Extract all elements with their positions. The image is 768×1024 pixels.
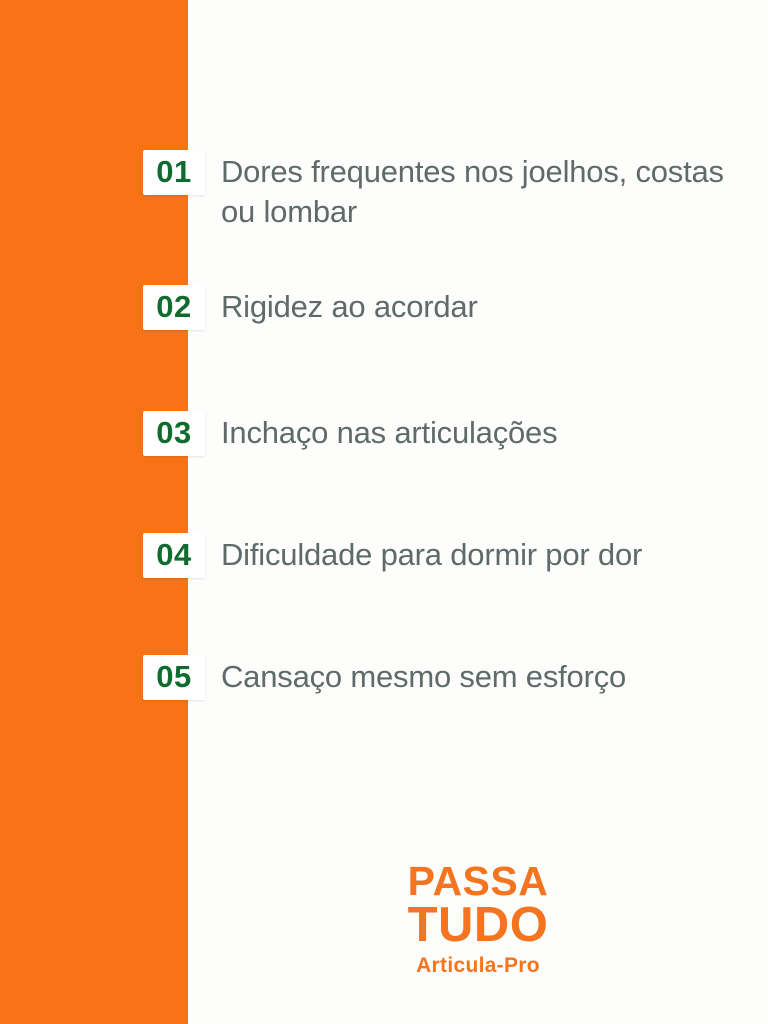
row-spacer [0,471,768,533]
item-number-badge: 03 [143,411,205,456]
item-number-badge: 04 [143,533,205,578]
row-spacer [0,593,768,655]
row-spacer [0,345,768,411]
item-number-badge: 05 [143,655,205,700]
item-number-badge: 02 [143,285,205,330]
item-label: Inchaço nas articulações [221,414,558,450]
symptom-list [0,150,768,715]
item-number-badge: 01 [143,150,205,195]
list-item [0,533,768,593]
row-spacer [0,233,768,285]
list-item [0,411,768,471]
brand-logo-tagline: Articula-Pro [416,953,540,977]
list-item [0,655,768,715]
brand-logo-line-2: TUDO [407,897,549,952]
item-label: Cansaço mesmo sem esforço [221,658,627,694]
item-label: Dificuldade para dormir por dor [221,536,643,572]
item-label: Rigidez ao acordar [221,288,478,324]
list-item [0,285,768,345]
brand-logo [188,858,768,978]
item-label: Dores frequentes nos joelhos, costas ou lombar [221,154,724,230]
list-item [0,150,768,233]
brand-logo-line-1: PASSA [407,858,549,904]
